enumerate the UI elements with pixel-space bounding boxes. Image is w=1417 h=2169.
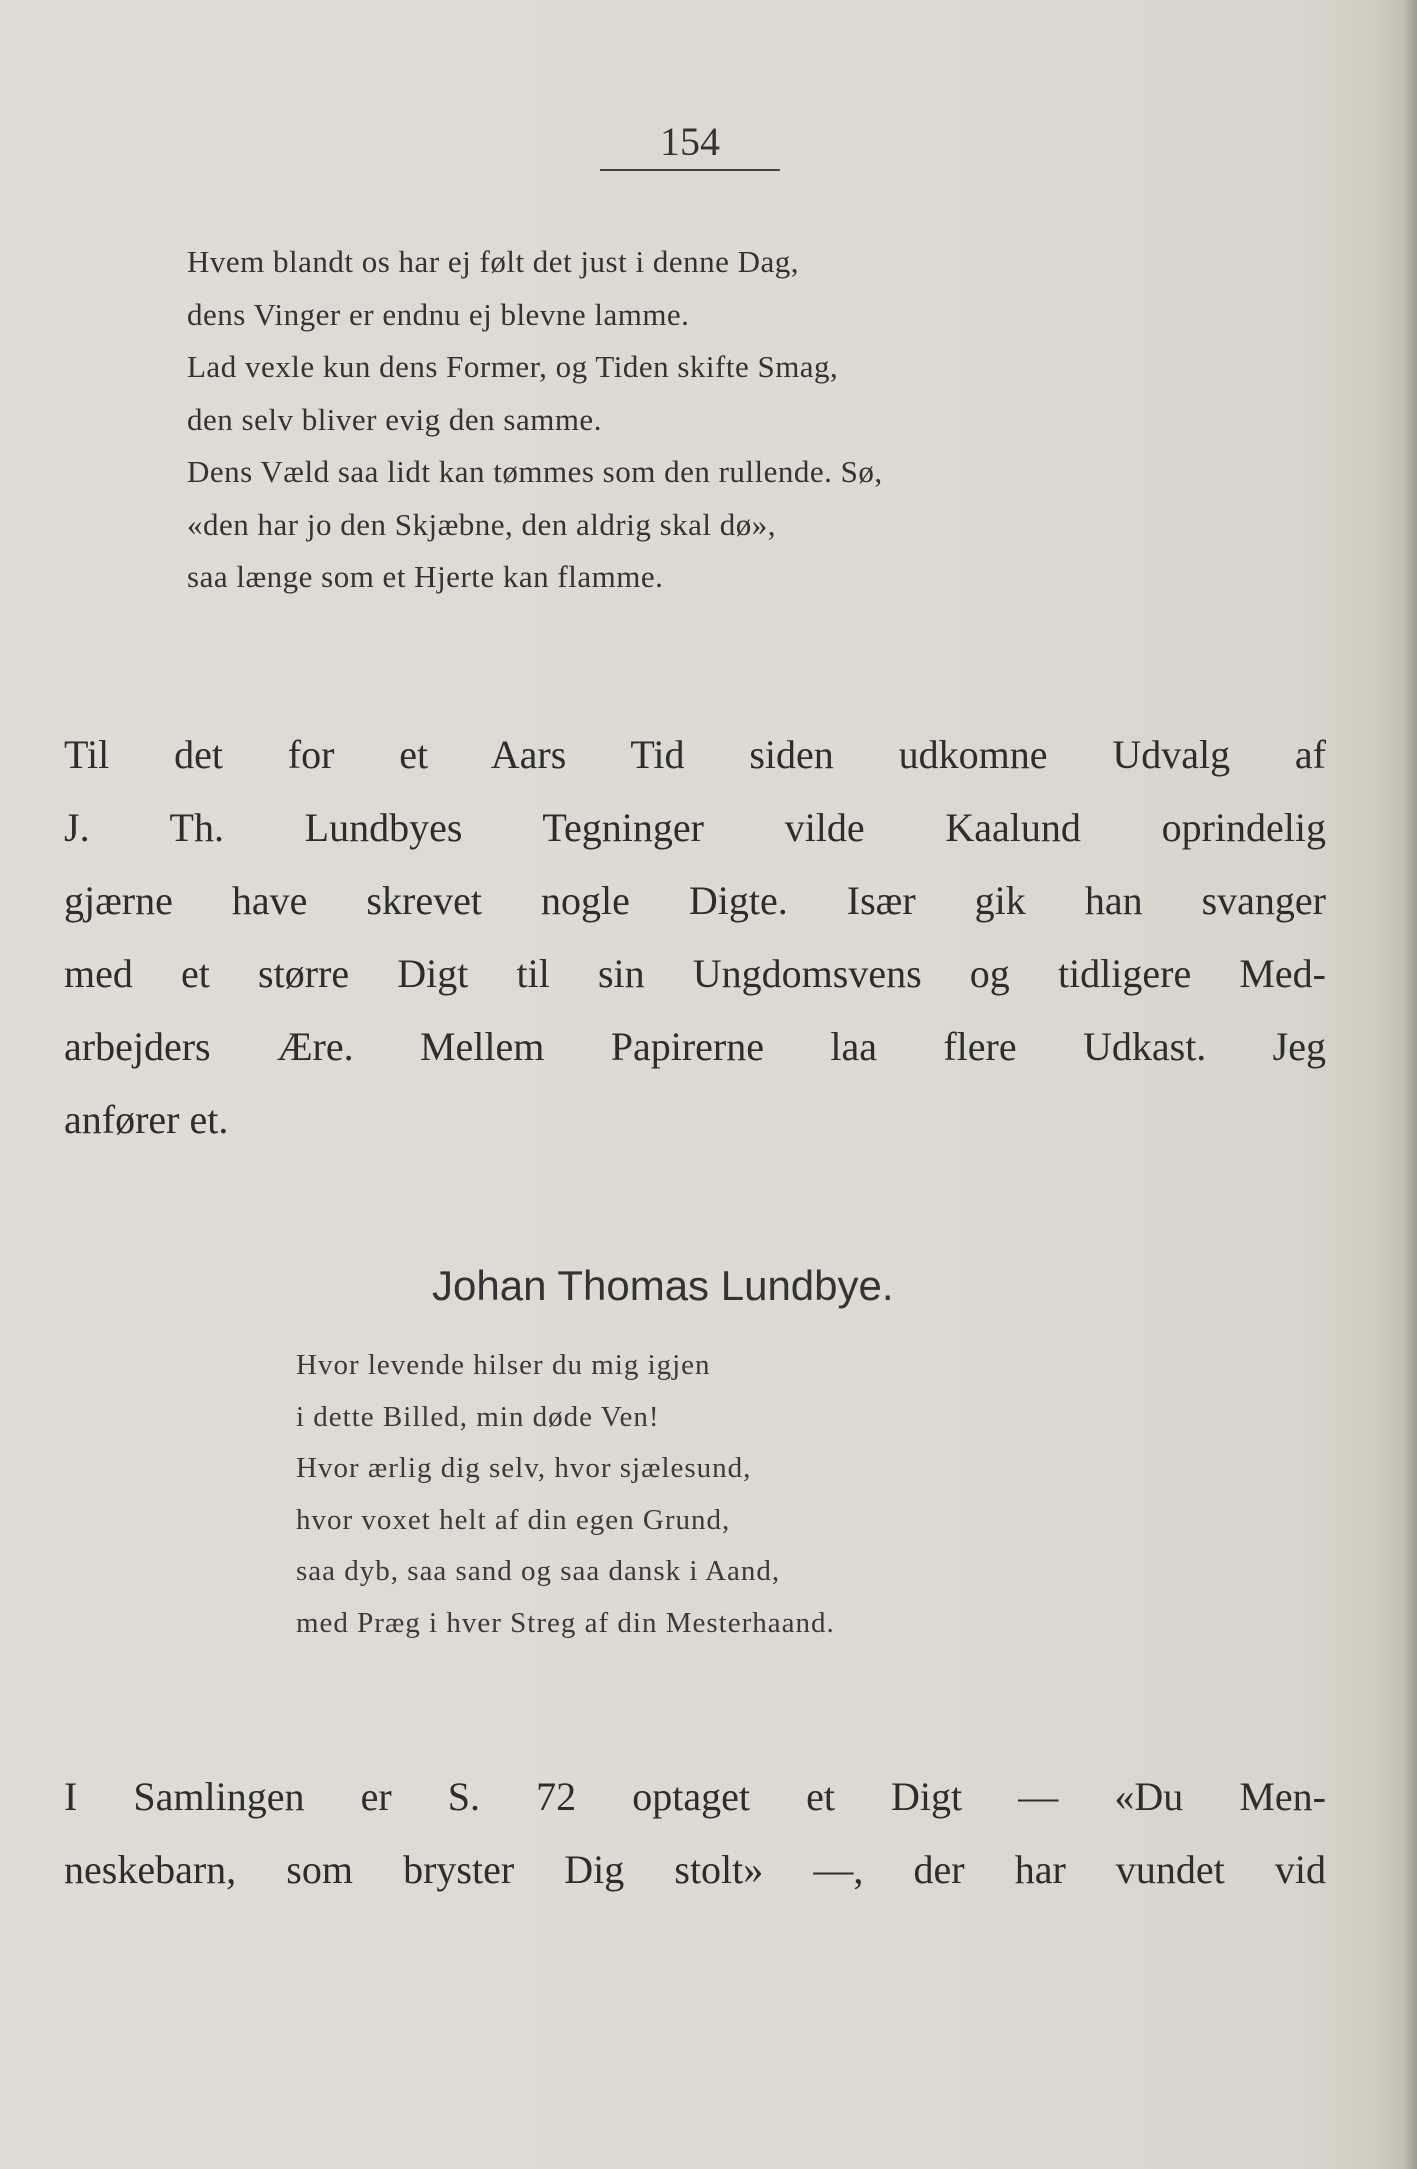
poem-line: «den har jo den Skjæbne, den aldrig skal dø», <box>187 506 777 542</box>
poem-line: den selv bliver evig den samme. <box>187 401 602 437</box>
paragraph-line: I Samlingen er S. 72 optaget et Digt — «Du Men- <box>64 1774 1326 1819</box>
paragraph-line: arbejders Ære. Mellem Papirerne laa flere Udkast. Jeg <box>64 1024 1326 1069</box>
poem-line: Hvor levende hilser du mig igjen <box>296 1349 711 1381</box>
poem-line: i dette Billed, min døde Ven! <box>296 1400 660 1433</box>
poem-line: med Præg i hver Streg af din Mesterhaand. <box>296 1606 835 1639</box>
poem-line: Hvem blandt os har ej følt det just i denne Dag, <box>187 244 800 279</box>
body-paragraph <box>64 718 1326 1156</box>
poem-stanza <box>187 236 1237 604</box>
poem-stanza <box>296 1340 1196 1650</box>
paragraph-line: gjærne have skrevet nogle Digte. Især gik han svanger <box>64 878 1326 923</box>
poem-line: Dens Væld saa lidt kan tømmes som den rullende. Sø, <box>187 454 883 489</box>
poem-line: Hvor ærlig dig selv, hvor sjælesund, <box>296 1452 752 1485</box>
poem-line: Lad vexle kun dens Former, og Tiden skifte Smag, <box>187 349 839 384</box>
paragraph-line: anfører et. <box>64 1097 229 1142</box>
poem-line: hvor voxet helt af din egen Grund, <box>296 1503 731 1536</box>
body-paragraph <box>64 1760 1326 1906</box>
page-number: 154 <box>600 118 780 171</box>
paragraph-line: neskebarn, som bryster Dig stolt» —, der har vundet vid <box>64 1847 1326 1892</box>
poem-title: Johan Thomas Lundbye. <box>432 1262 894 1309</box>
page-edge <box>1403 0 1417 2169</box>
paragraph-line: med et større Digt til sin Ungdomsvens og tidligere Med- <box>64 951 1326 996</box>
paragraph-line: J. Th. Lundbyes Tegninger vilde Kaalund oprindelig <box>64 805 1326 850</box>
paragraph-line: Til det for et Aars Tid siden udkomne Udvalg af <box>64 732 1326 777</box>
poem-line: saa dyb, saa sand og saa dansk i Aand, <box>296 1555 781 1588</box>
poem-line: dens Vinger er endnu ej blevne lamme. <box>187 296 690 332</box>
poem-line: saa længe som et Hjerte kan flamme. <box>187 559 664 594</box>
